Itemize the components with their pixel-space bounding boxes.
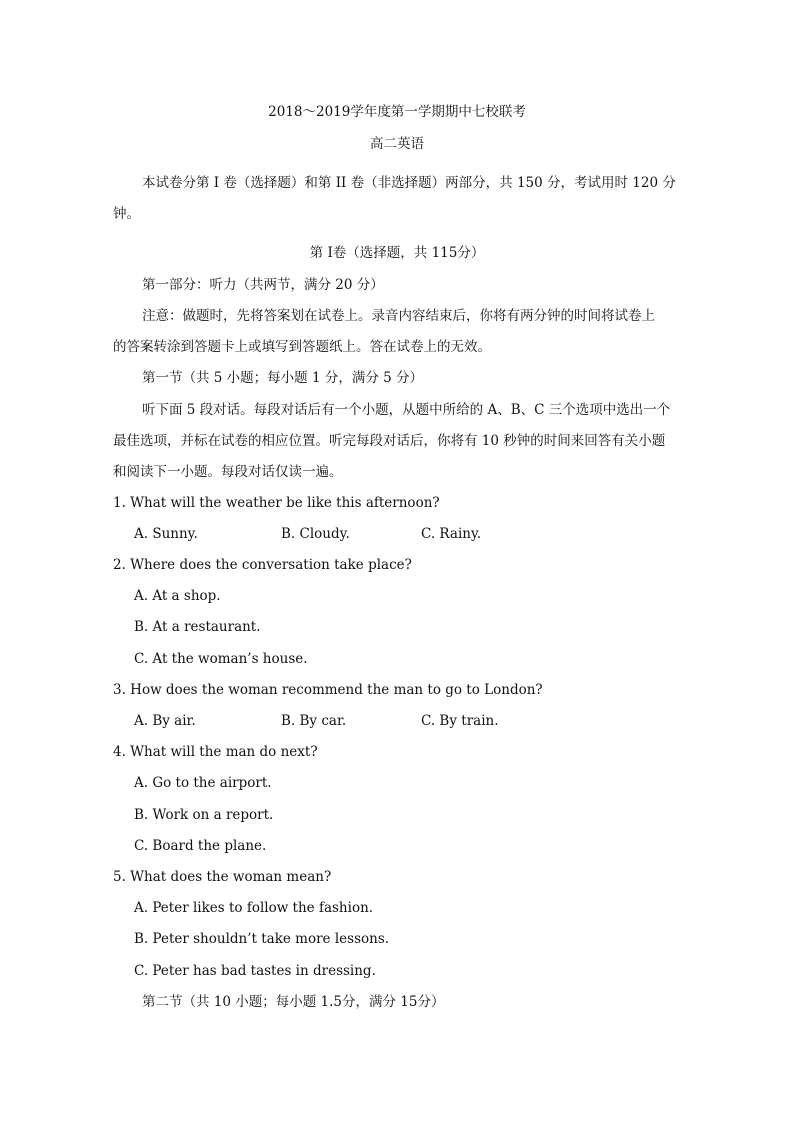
question-4-option-c: C. Board the plane. <box>134 838 267 854</box>
question-1-option-c: C. Rainy. <box>421 526 482 542</box>
note-line-1: 注意：做题时，先将答案划在试卷上。录音内容结束后，你将有两分钟的时间将试卷上 <box>142 308 655 324</box>
question-5-option-b: B. Peter shouldn’t take more lessons. <box>134 931 390 947</box>
question-2-option-c: C. At the woman’s house. <box>134 651 308 667</box>
intro-line-2: 钟。 <box>113 206 140 222</box>
question-1-option-b: B. Cloudy. <box>281 526 350 542</box>
subsection2-heading: 第二节（共 10 小题；每小题 1.5分，满分 15分） <box>142 994 445 1010</box>
question-2-stem: 2. Where does the conversation take place? <box>113 557 412 573</box>
question-4-stem: 4. What will the man do next? <box>113 744 318 760</box>
subsection1-instructions-3: 和阅读下一小题。每段对话仅读一遍。 <box>113 464 343 480</box>
question-5-option-a: A. Peter likes to follow the fashion. <box>134 900 374 916</box>
subject-title: 高二英语 <box>370 136 424 152</box>
question-1-stem: 1. What will the weather be like this afternoon? <box>113 495 440 511</box>
subsection1-heading: 第一节（共 5 小题；每小题 1 分，满分 5 分） <box>142 370 424 386</box>
note-line-2: 的答案转涂到答题卡上或填写到答题纸上。答在试卷上的无效。 <box>113 339 491 355</box>
intro-line-1: 本试卷分第 I 卷（选择题）和第 II 卷（非选择题）两部分，共 150 分，考试用时 120 分 <box>142 175 676 191</box>
question-5-option-c: C. Peter has bad tastes in dressing. <box>134 963 376 979</box>
question-3-stem: 3. How does the woman recommend the man to go to London? <box>113 682 543 698</box>
section-heading: 第一部分：听力（共两节，满分 20 分） <box>142 277 384 293</box>
question-2-option-b: B. At a restaurant. <box>134 619 261 635</box>
part1-title: 第 I卷（选择题，共 115分） <box>309 245 485 261</box>
question-2-option-a: A. At a shop. <box>134 588 221 604</box>
question-3-option-c: C. By train. <box>421 713 499 729</box>
question-4-option-b: B. Work on a report. <box>134 807 274 823</box>
question-3-option-a: A. By air. <box>134 713 196 729</box>
subsection1-instructions-2: 最佳选项，并标在试卷的相应位置。听完每段对话后，你将有 10 秒钟的时间来回答有关小题 <box>113 433 666 449</box>
question-3-option-b: B. By car. <box>281 713 347 729</box>
question-5-stem: 5. What does the woman mean? <box>113 869 332 885</box>
question-1-option-a: A. Sunny. <box>134 526 198 542</box>
question-4-option-a: A. Go to the airport. <box>134 775 272 791</box>
exam-title: 2018～2019学年度第一学期期中七校联考 <box>268 104 526 120</box>
subsection1-instructions-1: 听下面 5 段对话。每段对话后有一个小题，从题中所给的 A、B、C 三个选项中选出一个 <box>142 402 671 418</box>
